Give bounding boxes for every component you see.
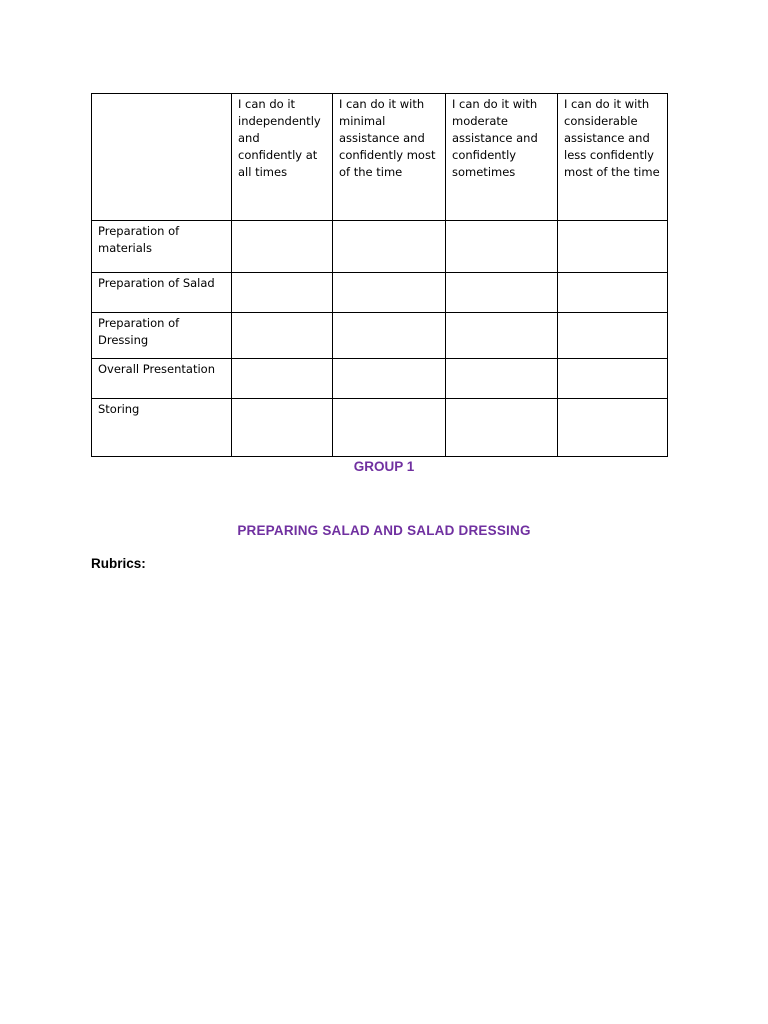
document-title: PREPARING SALAD AND SALAD DRESSING [237, 523, 531, 538]
table-cell [232, 399, 333, 457]
rubrics-label: Rubrics: [91, 556, 146, 571]
rubric-table [91, 93, 668, 457]
table-cell [333, 359, 446, 399]
table-header-row [92, 94, 668, 221]
table-cell [232, 273, 333, 313]
table-cell [333, 313, 446, 359]
table-cell [333, 221, 446, 273]
table-cell [232, 359, 333, 399]
table-row [92, 273, 668, 313]
table-cell [558, 221, 668, 273]
table-cell [446, 359, 558, 399]
table-cell [333, 399, 446, 457]
header-cell-empty [92, 94, 232, 221]
row-label: Storing [92, 399, 232, 457]
table-cell [446, 399, 558, 457]
table-cell [232, 313, 333, 359]
row-label: Preparation of Salad [92, 273, 232, 313]
header-cell-independent: I can do it independently and confidently at all times [232, 94, 333, 221]
table-cell [558, 273, 668, 313]
row-label: Preparation of Dressing [92, 313, 232, 359]
table-row [92, 399, 668, 457]
table-row [92, 221, 668, 273]
header-cell-moderate-assistance: I can do it with moderate assistance and confidently sometimes [446, 94, 558, 221]
table-cell [558, 359, 668, 399]
table-cell [446, 313, 558, 359]
table-cell [446, 221, 558, 273]
header-cell-considerable-assistance: I can do it with considerable assistance and less confidently most of the time [558, 94, 668, 221]
row-label: Overall Presentation [92, 359, 232, 399]
table-cell [232, 221, 333, 273]
header-cell-minimal-assistance: I can do it with minimal assistance and confidently most of the time [333, 94, 446, 221]
group-title: GROUP 1 [353, 459, 415, 474]
table-cell [333, 273, 446, 313]
row-label: Preparation of materials [92, 221, 232, 273]
table-cell [446, 273, 558, 313]
table-row [92, 359, 668, 399]
table-row [92, 313, 668, 359]
table-cell [558, 313, 668, 359]
table-cell [558, 399, 668, 457]
